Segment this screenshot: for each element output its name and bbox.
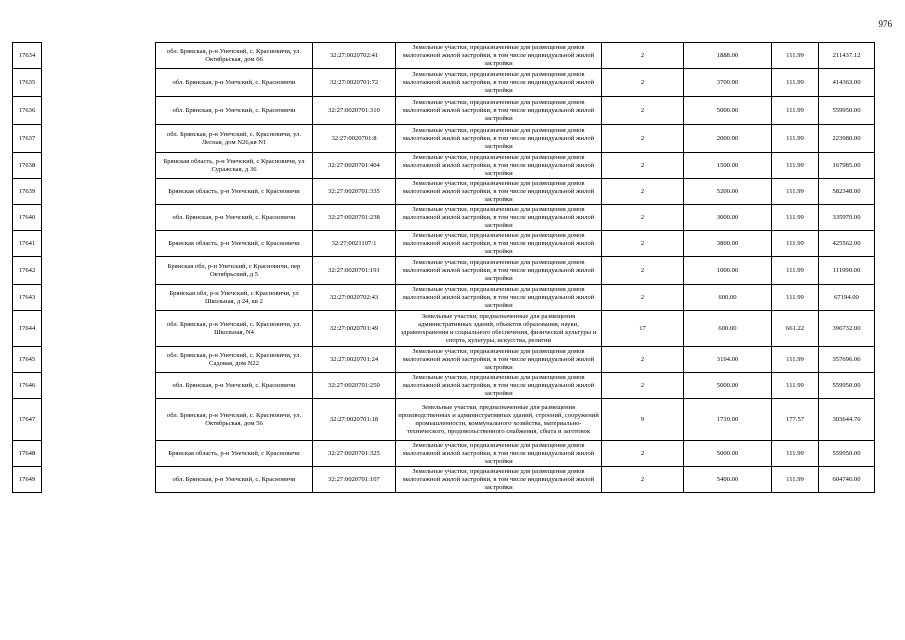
area-cell: 1000.00 <box>684 257 772 285</box>
land-use-cell: Земельные участки, предназначенные для размещения домов малоэтажной жилой застройки, в том числе индивидуальной жилой застройки <box>396 43 602 69</box>
rate-cell: 111.99 <box>772 179 819 205</box>
table-row <box>13 153 875 179</box>
area-cell: 5200.00 <box>684 179 772 205</box>
rate-cell: 111.99 <box>772 153 819 179</box>
cadastral-value-cell: 167985.00 <box>819 153 875 179</box>
cadastral-value-cell: 357696.06 <box>819 347 875 373</box>
group-cell: 2 <box>602 467 684 493</box>
rate-cell: 111.99 <box>772 205 819 231</box>
address-cell: Брянская обл, р-н Унечский, с Красновичи, ул Школьная, д 24, кв 2 <box>156 285 313 311</box>
rate-cell: 111.99 <box>772 467 819 493</box>
gap-cell <box>42 347 156 373</box>
group-cell: 2 <box>602 347 684 373</box>
area-cell: 600.00 <box>684 311 772 347</box>
gap-cell <box>42 467 156 493</box>
table-row <box>13 285 875 311</box>
row-id-cell: 17644 <box>13 311 42 347</box>
cadastral-value-cell: 559950.00 <box>819 441 875 467</box>
rate-cell: 111.99 <box>772 231 819 257</box>
cadastral-value-cell: 559950.00 <box>819 373 875 399</box>
table-row <box>13 399 875 441</box>
address-cell: обл. Брянская, р-н Унечский, с. Красновичи, ул. Октябрьская, дом 56 <box>156 399 313 441</box>
group-cell: 9 <box>602 399 684 441</box>
area-cell: 5000.00 <box>684 373 772 399</box>
cadastral-value-cell: 414363.00 <box>819 69 875 97</box>
cadastral-number-cell: 32:27:0020701:49 <box>313 311 396 347</box>
address-cell: Брянская область, р-н Унечский, с Красновичи, ул Суражская, д 36 <box>156 153 313 179</box>
area-cell: 5400.00 <box>684 467 772 493</box>
cadastral-value-cell: 396732.00 <box>819 311 875 347</box>
page-number: 976 <box>878 19 892 29</box>
cadastral-number-cell: 32:27:0020701:8 <box>313 125 396 153</box>
group-cell: 2 <box>602 257 684 285</box>
address-cell: Брянская обл, р-н Унечский, с Красновичи, пер Октябрьский, д 5 <box>156 257 313 285</box>
cadastral-value-cell: 111990.00 <box>819 257 875 285</box>
rate-cell: 111.99 <box>772 125 819 153</box>
cadastral-number-cell: 32:27:0020701:24 <box>313 347 396 373</box>
cadastral-number-cell: 32:27:0020701:238 <box>313 205 396 231</box>
land-use-cell: Земельные участки, предназначенные для размещения домов малоэтажной жилой застройки, в том числе индивидуальной жилой застройки <box>396 97 602 125</box>
row-id-cell: 17645 <box>13 347 42 373</box>
area-cell: 600.00 <box>684 285 772 311</box>
gap-cell <box>42 97 156 125</box>
table-row <box>13 373 875 399</box>
area-cell: 1710.00 <box>684 399 772 441</box>
land-use-cell: Земельные участки, предназначенные для размещения домов малоэтажной жилой застройки, в том числе индивидуальной жилой застройки <box>396 347 602 373</box>
table-row <box>13 97 875 125</box>
rate-cell: 111.99 <box>772 257 819 285</box>
gap-cell <box>42 285 156 311</box>
land-use-cell: Земельные участки, предназначенные для размещения домов малоэтажной жилой застройки, в том числе индивидуальной жилой застройки <box>396 441 602 467</box>
rate-cell: 111.99 <box>772 97 819 125</box>
gap-cell <box>42 125 156 153</box>
cadastral-number-cell: 32:27:0020701:404 <box>313 153 396 179</box>
address-cell: Брянская область, р-н Унечский, с Красновичи <box>156 231 313 257</box>
rate-cell: 661.22 <box>772 311 819 347</box>
address-cell: обл. Брянская, р-н Унечский, с. Красновичи <box>156 373 313 399</box>
group-cell: 17 <box>602 311 684 347</box>
cadastral-number-cell: 32:27:0021107:1 <box>313 231 396 257</box>
cadastral-value-cell: 223980.00 <box>819 125 875 153</box>
address-cell: обл. Брянская, р-н Унечский, с. Красновичи <box>156 97 313 125</box>
address-cell: обл. Брянская, р-н Унечский, с. Красновичи, ул. Октябрьская, дом 66 <box>156 43 313 69</box>
gap-cell <box>42 399 156 441</box>
gap-cell <box>42 69 156 97</box>
land-use-cell: Земельные участки, предназначенные для размещения производственных и административных зданий, строений, сооружений промышленности, коммунального хозяйства, материально-технического, продовольственного снабжения, сбыта и заготовок <box>396 399 602 441</box>
rate-cell: 111.99 <box>772 441 819 467</box>
row-id-cell: 17636 <box>13 97 42 125</box>
cadastral-number-cell: 32:27:0020701:191 <box>313 257 396 285</box>
row-id-cell: 17635 <box>13 69 42 97</box>
address-cell: обл. Брянская, р-н Унечский, с. Красновичи, ул. Садовая, дом N22 <box>156 347 313 373</box>
address-cell: обл. Брянская, р-н Унечский, с. Красновичи, ул. Школьная, N4 <box>156 311 313 347</box>
group-cell: 2 <box>602 125 684 153</box>
group-cell: 2 <box>602 441 684 467</box>
land-use-cell: Земельные участки, предназначенные для размещения домов малоэтажной жилой застройки, в том числе индивидуальной жилой застройки <box>396 257 602 285</box>
table-row <box>13 311 875 347</box>
land-use-cell: Земельные участки, предназначенные для размещения домов малоэтажной жилой застройки, в том числе индивидуальной жилой застройки <box>396 153 602 179</box>
land-use-cell: Земельные участки, предназначенные для размещения административных зданий, объектов образования, науки, здравоохранения и социального обеспечения, физической культуры и спорта, культуры, искусства, религии <box>396 311 602 347</box>
gap-cell <box>42 231 156 257</box>
table-body <box>13 43 875 493</box>
table-row <box>13 69 875 97</box>
area-cell: 5000.00 <box>684 97 772 125</box>
cadastral-number-cell: 32:27:0020701:325 <box>313 441 396 467</box>
row-id-cell: 17641 <box>13 231 42 257</box>
address-cell: обл. Брянская, р-н Унечский, с. Красновичи, ул. Лесная, дом N26,кв N1 <box>156 125 313 153</box>
cadastral-value-cell: 559950.00 <box>819 97 875 125</box>
rate-cell: 111.99 <box>772 69 819 97</box>
table-row <box>13 347 875 373</box>
cadastral-value-table <box>12 42 875 493</box>
area-cell: 1500.00 <box>684 153 772 179</box>
rate-cell: 111.99 <box>772 347 819 373</box>
land-use-cell: Земельные участки, предназначенные для размещения домов малоэтажной жилой застройки, в том числе индивидуальной жилой застройки <box>396 69 602 97</box>
row-id-cell: 17643 <box>13 285 42 311</box>
gap-cell <box>42 43 156 69</box>
group-cell: 2 <box>602 43 684 69</box>
group-cell: 2 <box>602 69 684 97</box>
row-id-cell: 17639 <box>13 179 42 205</box>
table-row <box>13 257 875 285</box>
rate-cell: 111.99 <box>772 285 819 311</box>
area-cell: 3000.00 <box>684 205 772 231</box>
address-cell: Брянская область, р-н Унечский, с Красновичи <box>156 441 313 467</box>
area-cell: 2000.00 <box>684 125 772 153</box>
cadastral-number-cell: 32:27:0020701:250 <box>313 373 396 399</box>
table-row <box>13 125 875 153</box>
cadastral-value-cell: 67194.00 <box>819 285 875 311</box>
group-cell: 2 <box>602 205 684 231</box>
table-row <box>13 205 875 231</box>
area-cell: 3800.00 <box>684 231 772 257</box>
row-id-cell: 17642 <box>13 257 42 285</box>
cadastral-number-cell: 32:27:0020702:41 <box>313 43 396 69</box>
area-cell: 1888.00 <box>684 43 772 69</box>
land-use-cell: Земельные участки, предназначенные для размещения домов малоэтажной жилой застройки, в том числе индивидуальной жилой застройки <box>396 373 602 399</box>
land-use-cell: Земельные участки, предназначенные для размещения домов малоэтажной жилой застройки, в том числе индивидуальной жилой застройки <box>396 205 602 231</box>
cadastral-value-cell: 604746.00 <box>819 467 875 493</box>
land-use-cell: Земельные участки, предназначенные для размещения домов малоэтажной жилой застройки, в том числе индивидуальной жилой застройки <box>396 285 602 311</box>
cadastral-value-cell: 303644.70 <box>819 399 875 441</box>
land-use-cell: Земельные участки, предназначенные для размещения домов малоэтажной жилой застройки, в том числе индивидуальной жилой застройки <box>396 467 602 493</box>
cadastral-number-cell: 32:27:0020701:72 <box>313 69 396 97</box>
group-cell: 2 <box>602 153 684 179</box>
address-cell: обл. Брянская, р-н Унечский, с. Красновичи <box>156 205 313 231</box>
table-row <box>13 231 875 257</box>
gap-cell <box>42 205 156 231</box>
row-id-cell: 17647 <box>13 399 42 441</box>
cadastral-number-cell: 32:27:0020701:18 <box>313 399 396 441</box>
table-row <box>13 441 875 467</box>
cadastral-number-cell: 32:27:0020701:335 <box>313 179 396 205</box>
group-cell: 2 <box>602 231 684 257</box>
area-cell: 3700.00 <box>684 69 772 97</box>
address-cell: Брянская область, р-н Унечский, с Красновичи <box>156 179 313 205</box>
rate-cell: 111.99 <box>772 373 819 399</box>
area-cell: 3194.00 <box>684 347 772 373</box>
address-cell: обл. Брянская, р-н Унечский, с. Красновичи <box>156 467 313 493</box>
group-cell: 2 <box>602 373 684 399</box>
rate-cell: 111.99 <box>772 43 819 69</box>
row-id-cell: 17649 <box>13 467 42 493</box>
group-cell: 2 <box>602 285 684 311</box>
address-cell: обл. Брянская, р-н Унечский, с. Красновичи <box>156 69 313 97</box>
cadastral-value-cell: 582348.00 <box>819 179 875 205</box>
land-use-cell: Земельные участки, предназначенные для размещения домов малоэтажной жилой застройки, в том числе индивидуальной жилой застройки <box>396 125 602 153</box>
gap-cell <box>42 153 156 179</box>
table-row <box>13 179 875 205</box>
land-use-cell: Земельные участки, предназначенные для размещения домов малоэтажной жилой застройки, в том числе индивидуальной жилой застройки <box>396 179 602 205</box>
group-cell: 2 <box>602 179 684 205</box>
gap-cell <box>42 257 156 285</box>
row-id-cell: 17646 <box>13 373 42 399</box>
cadastral-value-cell: 425562.00 <box>819 231 875 257</box>
table-row <box>13 43 875 69</box>
row-id-cell: 17637 <box>13 125 42 153</box>
table-row <box>13 467 875 493</box>
group-cell: 2 <box>602 97 684 125</box>
gap-cell <box>42 373 156 399</box>
rate-cell: 177.57 <box>772 399 819 441</box>
row-id-cell: 17640 <box>13 205 42 231</box>
cadastral-value-cell: 211437.12 <box>819 43 875 69</box>
cadastral-value-cell: 335970.00 <box>819 205 875 231</box>
row-id-cell: 17638 <box>13 153 42 179</box>
cadastral-number-cell: 32:27:0020701:310 <box>313 97 396 125</box>
gap-cell <box>42 441 156 467</box>
cadastral-number-cell: 32:27:0020701:107 <box>313 467 396 493</box>
gap-cell <box>42 311 156 347</box>
land-use-cell: Земельные участки, предназначенные для размещения домов малоэтажной жилой застройки, в том числе индивидуальной жилой застройки <box>396 231 602 257</box>
row-id-cell: 17634 <box>13 43 42 69</box>
cadastral-number-cell: 32:27:0020702:43 <box>313 285 396 311</box>
row-id-cell: 17648 <box>13 441 42 467</box>
area-cell: 5000.00 <box>684 441 772 467</box>
gap-cell <box>42 179 156 205</box>
